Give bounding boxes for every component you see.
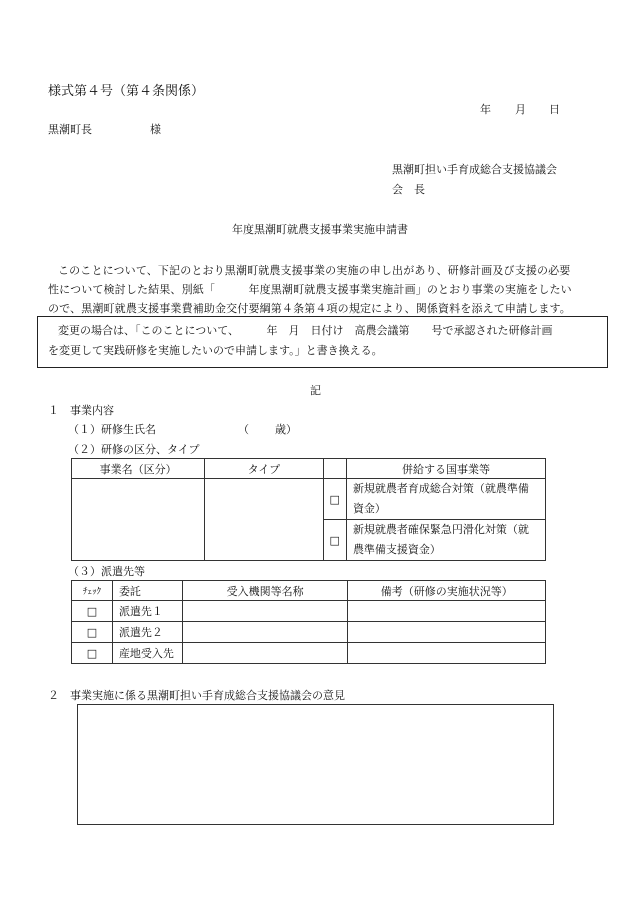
form-number: 様式第４号（第４条関係） xyxy=(48,84,205,99)
addressee-honorific: 様 xyxy=(150,123,161,136)
joint-program-option-2-line-1: 新規就農者確保緊急円滑化対策（就 xyxy=(352,523,529,536)
remarks-cell-1[interactable] xyxy=(348,601,546,622)
trainee-name-label: （１）研修生氏名 xyxy=(68,423,156,436)
date-day-label: 日 xyxy=(549,103,560,116)
joint-program-checkbox-2[interactable]: □ xyxy=(323,520,346,561)
applicant-role: 会 長 xyxy=(392,183,425,196)
applicant-org: 黒潮町担い手育成総合支援協議会 xyxy=(392,163,557,176)
joint-program-header: 併給する国事業等 xyxy=(346,459,545,479)
remarks-cell-2[interactable] xyxy=(348,622,546,643)
addressee-name: 黒潮町長 xyxy=(48,123,92,136)
section2-heading: ２ 事業実施に係る黒潮町担い手育成総合支援協議会の意見 xyxy=(48,689,345,702)
type-header: タイプ xyxy=(205,459,323,479)
entrust-header: 委託 xyxy=(112,581,182,601)
joint-program-checkbox-1[interactable]: □ xyxy=(323,479,346,520)
joint-program-option-1 xyxy=(346,479,545,520)
ki-heading: 記 xyxy=(310,384,321,397)
dispatch-table xyxy=(71,580,546,664)
institution-cell-3[interactable] xyxy=(182,643,348,664)
institution-cell-2[interactable] xyxy=(182,622,348,643)
dispatch-name-1: 派遣先１ xyxy=(112,601,182,622)
joint-program-option-2-line-2: 農準備支援資金） xyxy=(352,543,441,556)
body-line-1: このことについて、下記のとおり黒潮町就農支援事業の実施の申し出があり、研修計画及び支援の必要 xyxy=(58,264,571,277)
table-row xyxy=(72,622,546,643)
project-name-cell[interactable] xyxy=(72,479,205,561)
table-row xyxy=(72,643,546,664)
dispatch-checkbox-3[interactable]: □ xyxy=(72,643,113,664)
type-cell[interactable] xyxy=(205,479,323,561)
council-opinion-box[interactable] xyxy=(77,704,554,825)
institution-header: 受入機関等名称 xyxy=(182,581,348,601)
change-note-line-1: 変更の場合は、「このことについて、 年 月 日付け 高農会議第 号で承認された研修計画 xyxy=(58,324,553,337)
dispatch-label: （３）派遣先等 xyxy=(68,565,145,578)
body-line-2: 性について検討した結果、別紙「 年度黒潮町就農支援事業実施計画」のとおり事業の実施をしたい xyxy=(48,283,572,296)
check-header-cell xyxy=(323,459,346,479)
check-header: ﾁｪｯｸ xyxy=(72,581,113,601)
age-label: 歳） xyxy=(275,423,297,436)
joint-program-option-1-line-1: 新規就農者育成総合対策（就農準備 xyxy=(352,482,529,495)
change-note-line-2: を変更して実践研修を実施したいので申請します。」と書き換える。 xyxy=(48,344,383,357)
section1-heading: １ 事業内容 xyxy=(48,404,114,417)
joint-program-option-2 xyxy=(346,520,545,561)
joint-program-option-1-line-2: 資金） xyxy=(352,502,386,515)
date-year-label: 年 xyxy=(480,103,491,116)
age-open-paren: （ xyxy=(238,423,249,436)
dispatch-checkbox-2[interactable]: □ xyxy=(72,622,113,643)
date-month-label: 月 xyxy=(515,103,526,116)
table-row xyxy=(72,601,546,622)
dispatch-checkbox-1[interactable]: □ xyxy=(72,601,113,622)
remarks-header: 備考（研修の実施状況等） xyxy=(348,581,546,601)
institution-cell-1[interactable] xyxy=(182,601,348,622)
dispatch-name-2: 派遣先２ xyxy=(112,622,182,643)
remarks-cell-3[interactable] xyxy=(348,643,546,664)
document-title: 年度黒潮町就農支援事業実施申請書 xyxy=(232,223,408,236)
training-category-table xyxy=(71,458,546,561)
dispatch-name-3: 産地受入先 xyxy=(112,643,182,664)
project-name-header: 事業名（区分） xyxy=(72,459,205,479)
body-line-3: ので、黒潮町就農支援事業費補助金交付要綱第４条第４項の規定により、関係資料を添えて申請します。 xyxy=(48,302,571,315)
training-category-label: （２）研修の区分、タイプ xyxy=(68,443,200,456)
